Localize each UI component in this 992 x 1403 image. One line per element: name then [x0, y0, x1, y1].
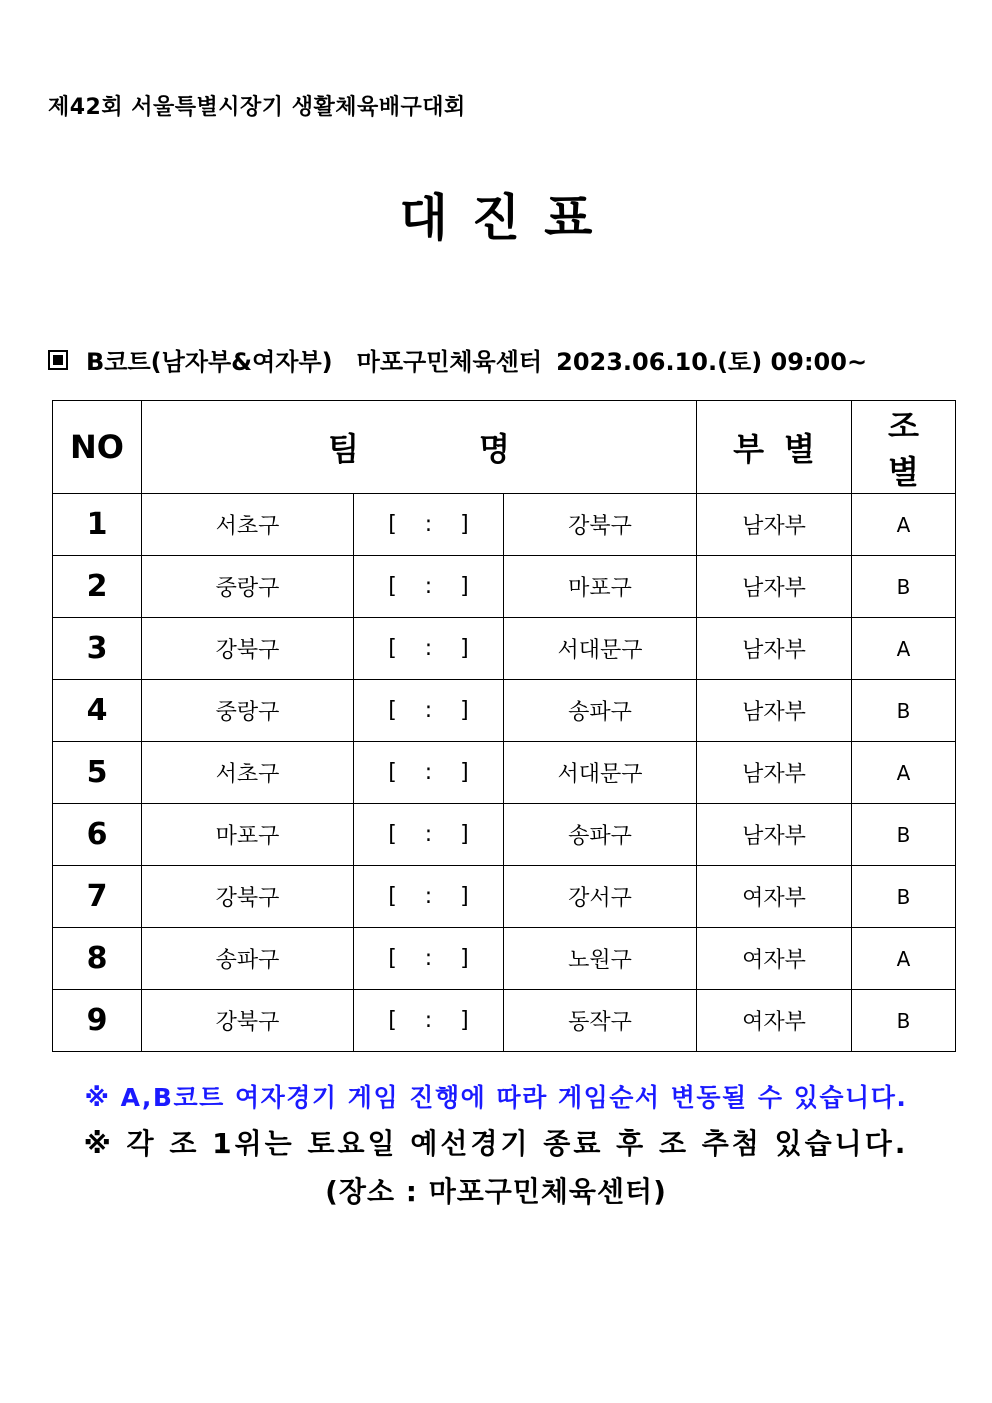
- score-cell: [ : ]: [354, 680, 504, 742]
- match-number: 9: [53, 990, 142, 1052]
- header-no: NO: [53, 401, 142, 494]
- group-cell: B: [852, 866, 956, 928]
- group-cell: A: [852, 742, 956, 804]
- team-b: 강북구: [504, 494, 697, 556]
- score-cell: [ : ]: [354, 990, 504, 1052]
- division-cell: 남자부: [697, 742, 852, 804]
- score-cell: [ : ]: [354, 618, 504, 680]
- match-number: 8: [53, 928, 142, 990]
- match-number: 6: [53, 804, 142, 866]
- team-a: 중랑구: [142, 680, 354, 742]
- header-division: 부별: [697, 401, 852, 494]
- datetime-label: 2023.06.10.(토) 09:00~: [556, 348, 868, 376]
- table-row: [53, 866, 956, 928]
- notice-place: (장소 : 마포구민체육센터): [325, 1175, 667, 1208]
- team-a: 서초구: [142, 494, 354, 556]
- notice-group-draw: ※ 각 조 1위는 토요일 예선경기 종료 후 조 추첨 있습니다.: [83, 1127, 909, 1160]
- division-cell: 남자부: [697, 618, 852, 680]
- division-cell: 남자부: [697, 556, 852, 618]
- score-cell: [ : ]: [354, 866, 504, 928]
- header-team: 팀명: [142, 401, 697, 494]
- score-cell: [ : ]: [354, 928, 504, 990]
- match-number: 1: [53, 494, 142, 556]
- header-group: 조별: [852, 401, 956, 494]
- venue-label: 마포구민체육센터: [356, 348, 543, 376]
- team-b: 서대문구: [504, 742, 697, 804]
- group-cell: B: [852, 680, 956, 742]
- bracket-table: [52, 400, 956, 1052]
- group-cell: B: [852, 556, 956, 618]
- square-bullet-icon: [48, 350, 68, 370]
- team-b: 마포구: [504, 556, 697, 618]
- table-row: [53, 928, 956, 990]
- division-cell: 남자부: [697, 804, 852, 866]
- group-cell: A: [852, 494, 956, 556]
- group-cell: B: [852, 990, 956, 1052]
- table-row: [53, 556, 956, 618]
- division-cell: 남자부: [697, 680, 852, 742]
- score-cell: [ : ]: [354, 556, 504, 618]
- team-a: 송파구: [142, 928, 354, 990]
- team-a: 중랑구: [142, 556, 354, 618]
- table-row: [53, 804, 956, 866]
- team-a: 마포구: [142, 804, 354, 866]
- division-cell: 여자부: [697, 866, 852, 928]
- score-cell: [ : ]: [354, 804, 504, 866]
- table-row: [53, 742, 956, 804]
- group-cell: A: [852, 928, 956, 990]
- document-title: 대진표: [399, 189, 617, 247]
- team-a: 서초구: [142, 742, 354, 804]
- team-a: 강북구: [142, 866, 354, 928]
- score-cell: [ : ]: [354, 494, 504, 556]
- table-row: [53, 618, 956, 680]
- match-number: 5: [53, 742, 142, 804]
- group-cell: B: [852, 804, 956, 866]
- table-header-row: [53, 401, 956, 494]
- team-b: 서대문구: [504, 618, 697, 680]
- match-number: 7: [53, 866, 142, 928]
- match-number: 2: [53, 556, 142, 618]
- table-row: [53, 494, 956, 556]
- team-b: 동작구: [504, 990, 697, 1052]
- team-a: 강북구: [142, 618, 354, 680]
- team-b: 송파구: [504, 680, 697, 742]
- team-b: 노원구: [504, 928, 697, 990]
- match-number: 3: [53, 618, 142, 680]
- court-label: B코트(남자부&여자부): [86, 348, 333, 376]
- division-cell: 여자부: [697, 928, 852, 990]
- section-header: [48, 342, 867, 377]
- division-cell: 남자부: [697, 494, 852, 556]
- match-number: 4: [53, 680, 142, 742]
- team-a: 강북구: [142, 990, 354, 1052]
- team-b: 강서구: [504, 866, 697, 928]
- division-cell: 여자부: [697, 990, 852, 1052]
- table-row: [53, 680, 956, 742]
- team-b: 송파구: [504, 804, 697, 866]
- group-cell: A: [852, 618, 956, 680]
- notice-schedule-change: ※ A,B코트 여자경기 게임 진행에 따라 게임순서 변동될 수 있습니다.: [84, 1083, 908, 1112]
- table-row: [53, 990, 956, 1052]
- score-cell: [ : ]: [354, 742, 504, 804]
- event-title: 제42회 서울특별시장기 생활체육배구대회: [48, 95, 466, 120]
